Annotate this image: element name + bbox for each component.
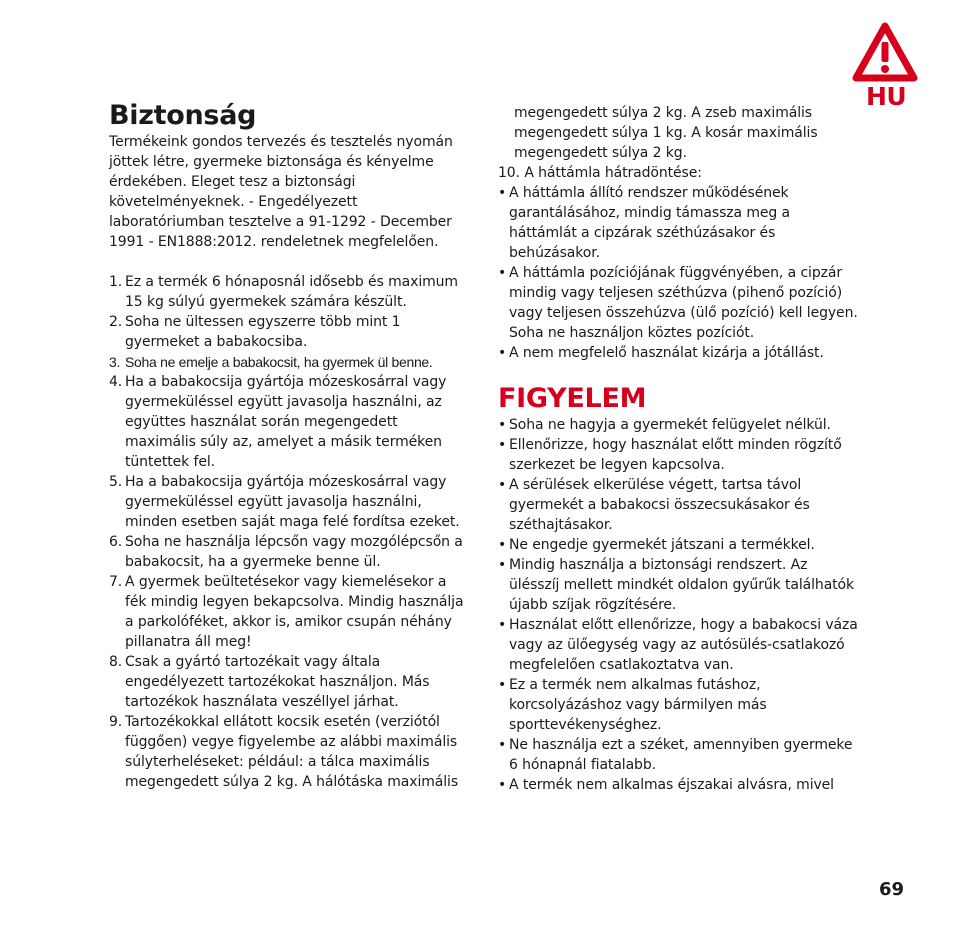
list-item [109, 712, 471, 792]
left-column [109, 100, 471, 792]
item-number: 3. [109, 354, 121, 370]
list-item [498, 555, 858, 615]
warning-triangle-icon [852, 22, 918, 84]
list-item [109, 472, 471, 532]
list-item [498, 435, 858, 475]
bullet-text: A háttámla pozíciójának függvényében, a cipzár mindig vagy teljesen széthúzva (pihenő pozíció) vagy teljesen összehúzva (ülő pozíció) kell legyen. Soha ne használjon köztes pozíciót. [509, 265, 858, 341]
bullet-icon: • [498, 437, 507, 453]
language-badge: HU [866, 82, 907, 111]
safety-title: Biztonság [109, 100, 257, 131]
bullet-icon: • [498, 417, 507, 433]
item-text: Tartozékokkal ellátott kocsik esetén (verziótól függően) vegye figyelembe az alábbi maximális súlyterheléseket: például: a tálca maximális megengedett súlya 2 kg. A hálótáska maximális [125, 714, 459, 790]
safety-intro: Termékeink gondos tervezés és tesztelés nyomán jöttek létre, gyermeke biztonsága és kényelme érdekében. Eleget tesz a biztonsági követelményeknek. - Engedélyezett laboratóriumban tesztelve a 91-1292 - December 1991 - EN1888:2012. rendeletnek megfelelően. [109, 134, 453, 250]
item-number: 2. [109, 314, 123, 330]
item-text: Ha a babakocsija gyártója mózeskosárral vagy gyermeküléssel együtt javasolja használni, minden esetben saját maga felé fordítsa ezeket. [125, 474, 460, 530]
item-text: Ez a termék 6 hónaposnál idősebb és maximum 15 kg súlyú gyermekek számára készült. [125, 274, 458, 310]
spacer [498, 363, 858, 383]
warning-title: FIGYELEM [498, 383, 647, 414]
bullet-icon: • [498, 345, 507, 361]
list-item [109, 372, 471, 472]
list-item [498, 343, 858, 363]
item-text: A gyermek beültetésekor vagy kiemelésekor a fék mindig legyen bekapcsolva. Mindig használja a parkolóféket, akkor is, amikor csupán néhány pillanatra áll meg! [125, 574, 464, 650]
right-column [498, 103, 858, 795]
item-9-continued: megengedett súlya 2 kg. A zseb maximális megengedett súlya 1 kg. A kosár maximális megengedett súlya 2 kg. [514, 105, 818, 161]
list-item [498, 735, 858, 775]
list-item [498, 775, 858, 795]
warning-bullets [498, 415, 858, 795]
item-number: 1. [109, 274, 123, 290]
bullet-text: Ez a termék nem alkalmas futáshoz, korcsolyázáshoz vagy bármilyen más sporttevékenységhez. [509, 677, 767, 733]
bullet-text: Használat előtt ellenőrizze, hogy a babakocsi váza vagy az ülőegység vagy az autósülés-csatlakozó megfelelően csatlakoztatva van. [509, 617, 858, 673]
item-text: Soha ne ültessen egyszerre több mint 1 gyermeket a babakocsiba. [125, 314, 401, 350]
list-item [109, 652, 471, 712]
bullet-text: Mindig használja a biztonsági rendszert. Az ülésszíj mellett mindkét oldalon gyűrűk találhatók újabb szíjak rögzítésére. [509, 557, 855, 613]
bullet-icon: • [498, 265, 507, 281]
bullet-text: Ne engedje gyermekét játszani a termékkel. [509, 537, 815, 553]
bullet-text: Ellenőrizze, hogy használat előtt minden rögzítő szerkezet be legyen kapcsolva. [509, 437, 842, 473]
bullet-icon: • [498, 477, 507, 493]
bullet-text: A termék nem alkalmas éjszakai alvásra, mivel [509, 777, 834, 793]
bullet-icon: • [498, 537, 507, 553]
item-text: Ha a babakocsija gyártója mózeskosárral vagy gyermeküléssel együtt javasolja használni, az együttes használat során megengedett maximális súly az, amelyet a másik terméken tüntettek fel. [125, 374, 447, 470]
bullet-text: Ne használja ezt a széket, amennyiben gyermeke 6 hónapnál fiatalabb. [509, 737, 853, 773]
list-item [498, 615, 858, 675]
item-text: Soha ne használja lépcsőn vagy mozgólépcsőn a babakocsit, ha a gyermeke benne ül. [125, 534, 463, 570]
backrest-bullets [498, 183, 858, 363]
item-number: 7. [109, 574, 123, 590]
list-item [498, 263, 858, 343]
safety-list [109, 272, 471, 792]
list-item [498, 183, 858, 263]
bullet-text: A sérülések elkerülése végett, tartsa távol gyermekét a babakocsi összecsukásakor és széthajtásakor. [509, 477, 810, 533]
item-text: A háttámla hátradöntése: [524, 165, 702, 181]
list-item [109, 312, 471, 352]
item-number: 4. [109, 374, 123, 390]
list-item [109, 572, 471, 652]
list-item [498, 675, 858, 735]
bullet-text: Soha ne hagyja a gyermekét felügyelet nélkül. [509, 417, 831, 433]
item-number: 6. [109, 534, 123, 550]
item-text: Csak a gyártó tartozékait vagy általa engedélyezett tartozékokat használjon. Más tartozékok használata veszéllyel járhat. [125, 654, 430, 710]
item-text: Soha ne emelje a babakocsit, ha gyermek ül benne. [125, 354, 433, 370]
bullet-icon: • [498, 737, 507, 753]
item-number: 9. [109, 714, 123, 730]
item-number: 5. [109, 474, 123, 490]
item-number: 10. [498, 165, 520, 181]
bullet-icon: • [498, 777, 507, 793]
list-item [498, 415, 858, 435]
bullet-icon: • [498, 677, 507, 693]
page-number: 69 [879, 879, 905, 900]
item-10-heading [498, 163, 858, 183]
list-item [498, 535, 858, 555]
item-number: 8. [109, 654, 123, 670]
list-item [109, 352, 471, 372]
list-item [109, 532, 471, 572]
bullet-icon: • [498, 185, 507, 201]
bullet-text: A nem megfelelő használat kizárja a jótállást. [509, 345, 824, 361]
list-item [498, 475, 858, 535]
list-item [109, 272, 471, 312]
bullet-text: A háttámla állító rendszer működésének garantálásához, mindig támassza meg a háttámlát a cipzárak széthúzásakor és behúzásakor. [509, 185, 791, 261]
bullet-icon: • [498, 557, 507, 573]
bullet-icon: • [498, 617, 507, 633]
